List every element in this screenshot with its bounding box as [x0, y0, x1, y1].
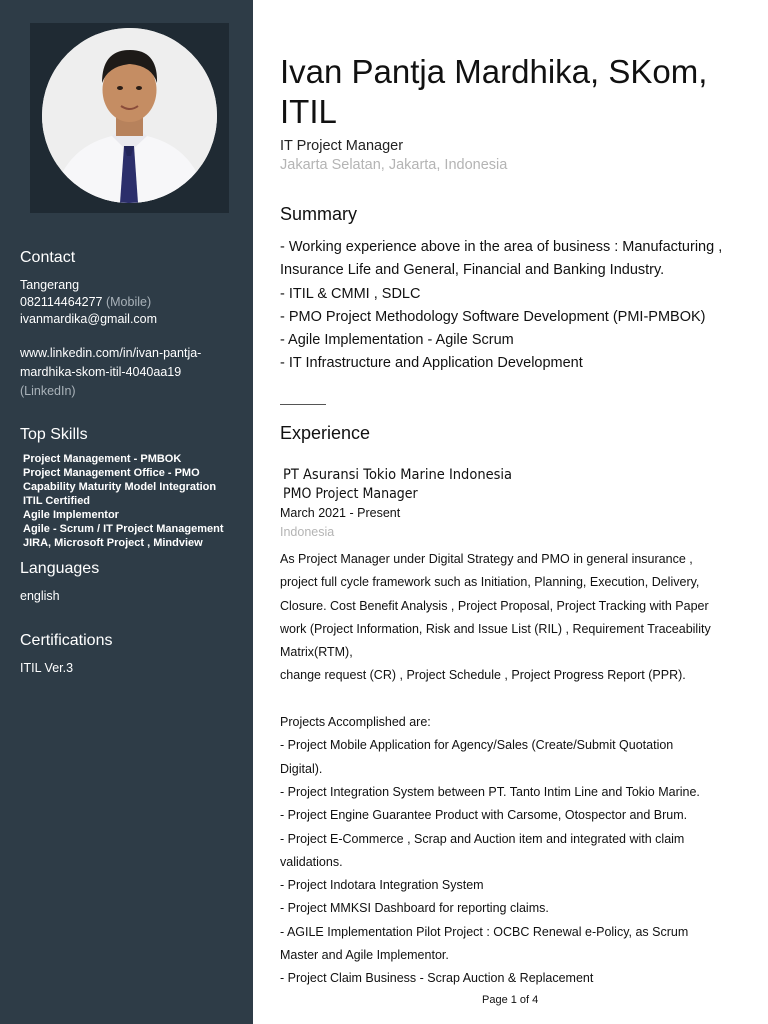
contact-phone[interactable]: 082114464277 [20, 295, 103, 309]
candidate-name-line2: ITIL [280, 93, 337, 130]
contact-city: Tangerang [20, 278, 80, 292]
certifications-heading: Certifications [20, 632, 113, 649]
summary-line: - Agile Implementation - Agile Scrum [280, 332, 514, 349]
description-line: work (Project Information, Risk and Issue List (RIL) , Requirement Traceability [280, 621, 711, 636]
languages-heading: Languages [20, 560, 100, 577]
contact-email[interactable]: ivanmardika@gmail.com [20, 312, 158, 326]
profile-photo [42, 28, 217, 203]
summary-line: - ITIL & CMMI , SDLC [280, 285, 421, 302]
description-line: As Project Manager under Digital Strategy and PMO in general insurance , [280, 552, 693, 566]
candidate-location: Jakarta Selatan, Jakarta, Indonesia [280, 157, 508, 173]
experience-description [280, 548, 750, 991]
description-line: - Project Integration System between PT. Tanto Intim Line and Tokio Marine. [280, 784, 700, 799]
description-line: Master and Agile Implementor. [280, 948, 449, 963]
experience-heading: Experience [280, 423, 371, 443]
summary-line: - Working experience above in the area of business : Manufacturing , [280, 239, 723, 255]
description-line: validations. [280, 854, 343, 869]
candidate-name [280, 52, 750, 132]
description-line: Projects Accomplished are: [280, 715, 431, 730]
description-line: change request (CR) , Project Schedule , Project Progress Report (PPR). [280, 668, 686, 683]
description-line: project full cycle framework such as Initiation, Planning, Execution, Delivery, [280, 575, 700, 590]
skills-list [23, 452, 224, 550]
skill-item: Capability Maturity Model Integration [23, 481, 217, 493]
contact-heading: Contact [20, 249, 76, 266]
page-number: Page 1 of 4 [482, 994, 539, 1006]
linkedin-type: (LinkedIn) [20, 384, 76, 398]
description-line [280, 688, 750, 711]
description-line: - Project E-Commerce , Scrap and Auction item and integrated with claim [280, 831, 685, 846]
description-line: - Project Indotara Integration System [280, 878, 484, 893]
candidate-name-line1: Ivan Pantja Mardhika, SKom, [280, 53, 708, 90]
employment-location: Indonesia [280, 525, 335, 539]
description-line: - Project Engine Guarantee Product with Carsome, Otospector and Brum. [280, 808, 688, 823]
description-line: - Project Claim Business - Scrap Auction & Replacement [280, 971, 594, 986]
description-line: Digital). [280, 761, 323, 776]
person-portrait-icon [42, 28, 217, 203]
profile-photo-frame [30, 23, 229, 213]
contact-phone-row [20, 294, 151, 311]
contact-phone-type: (Mobile) [105, 295, 152, 309]
skill-item: Project Management Office - PMO [23, 467, 200, 479]
description-line: Closure. Cost Benefit Analysis , Project Proposal, Project Tracking with Paper [280, 598, 709, 613]
employment-dates: March 2021 - Present [280, 506, 401, 520]
language-item: english [20, 589, 60, 603]
contact-linkedin[interactable] [20, 344, 201, 401]
role-title: PMO Project Manager [283, 486, 418, 502]
summary-line: - PMO Project Methodology Software Development (PMI-PMBOK) [280, 308, 706, 325]
summary-line: - IT Infrastructure and Application Development [280, 355, 583, 372]
section-divider [280, 404, 326, 405]
certification-item: ITIL Ver.3 [20, 661, 74, 675]
skill-item: Agile Implementor [23, 509, 119, 521]
description-line: - AGILE Implementation Pilot Project : OCBC Renewal e-Policy, as Scrum [280, 924, 689, 939]
company-name: PT Asuransi Tokio Marine Indonesia [283, 467, 513, 483]
summary-body [280, 236, 750, 376]
description-line: Matrix(RTM), [280, 645, 353, 660]
skill-item: ITIL Certified [23, 495, 91, 507]
sidebar [0, 0, 253, 1024]
top-skills-heading: Top Skills [20, 426, 88, 443]
skill-item: JIRA, Microsoft Project , Mindview [23, 537, 203, 549]
skill-item: Project Management - PMBOK [23, 453, 182, 465]
linkedin-url-line2[interactable]: mardhika-skom-itil-4040aa19 [20, 365, 182, 379]
description-line: - Project MMKSI Dashboard for reporting claims. [280, 901, 549, 916]
linkedin-url-line1[interactable]: www.linkedin.com/in/ivan-pantja- [20, 346, 202, 360]
summary-line: Insurance Life and General, Financial and Banking Industry. [280, 262, 665, 279]
skill-item: Agile - Scrum / IT Project Management [23, 523, 224, 535]
summary-heading: Summary [280, 204, 358, 224]
description-line: - Project Mobile Application for Agency/Sales (Create/Submit Quotation [280, 738, 674, 753]
job-title: IT Project Manager [280, 138, 404, 154]
